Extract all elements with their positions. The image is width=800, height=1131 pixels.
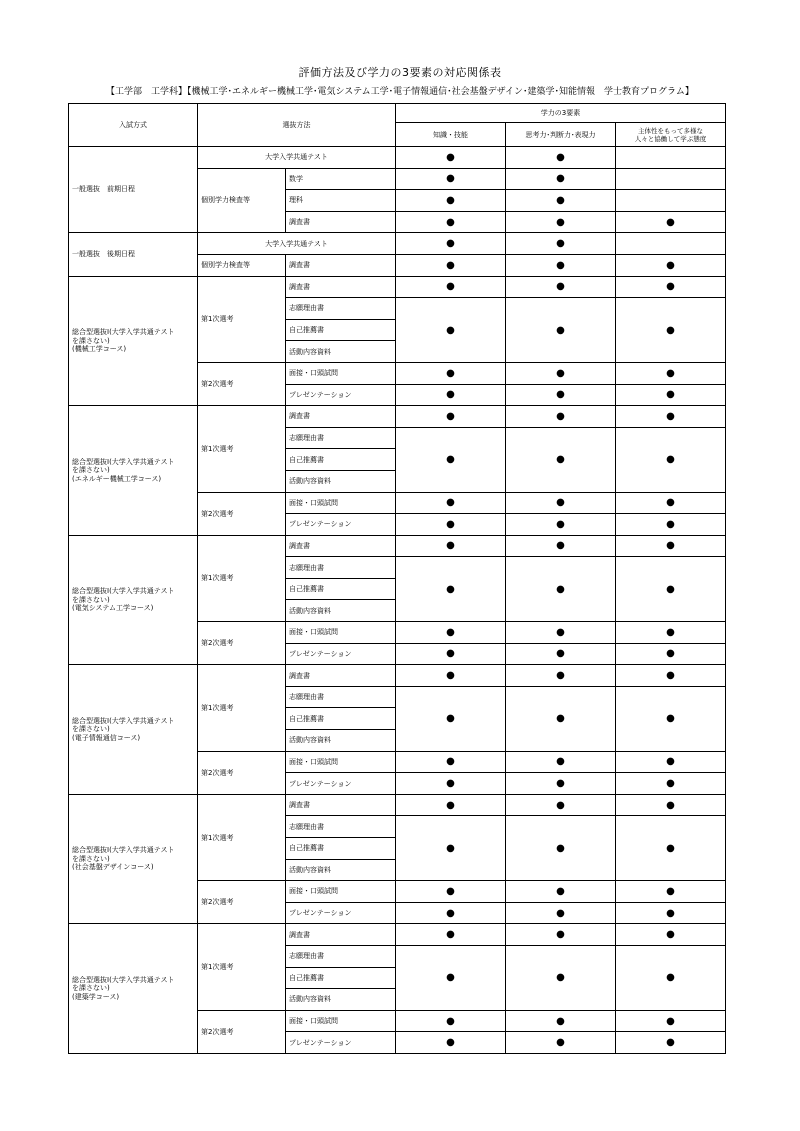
mark-knowledge: ● <box>396 298 506 363</box>
header-attitude-line2: 人々と協働して学ぶ態度 <box>634 134 707 143</box>
mark-attitude: ● <box>616 557 726 622</box>
mark-knowledge: ● <box>396 557 506 622</box>
mark-thinking: ● <box>506 751 616 773</box>
section-general-early: 一般選抜 前期日程 <box>69 147 198 233</box>
mark-attitude: ● <box>616 751 726 773</box>
mark-empty <box>616 190 726 212</box>
header-attitude-line1: 主体性をもって多様な <box>638 126 703 135</box>
mark-attitude: ● <box>616 254 726 276</box>
mark-thinking: ● <box>506 924 616 946</box>
section-name-line2: を課さない) <box>72 854 110 863</box>
mark-knowledge: ● <box>396 773 506 795</box>
mark-thinking: ● <box>506 190 616 212</box>
item-label: プレゼンテーション <box>286 1032 396 1054</box>
table-row <box>69 794 726 816</box>
mark-thinking: ● <box>506 492 616 514</box>
item-label: プレゼンテーション <box>286 384 396 406</box>
mark-knowledge: ● <box>396 924 506 946</box>
item-label: 活動内容資料 <box>286 470 396 492</box>
mark-thinking: ● <box>506 233 616 255</box>
item-label: 活動内容資料 <box>286 989 396 1011</box>
item-label: 調査書 <box>286 211 396 233</box>
page-title: 評価方法及び学力の3要素の対応関係表 <box>298 66 502 79</box>
mark-empty <box>616 168 726 190</box>
mark-thinking: ● <box>506 816 616 881</box>
mark-knowledge: ● <box>396 665 506 687</box>
mark-thinking: ● <box>506 557 616 622</box>
item-label: プレゼンテーション <box>286 514 396 536</box>
stage1-label: 第1次選考 <box>198 535 286 621</box>
mark-thinking: ● <box>506 1032 616 1054</box>
mark-thinking: ● <box>506 298 616 363</box>
item-label: 活動内容資料 <box>286 341 396 363</box>
course-name: (機械工学コース) <box>72 345 127 354</box>
selection-individual: 個別学力検査等 <box>198 254 286 276</box>
item-label: 数学 <box>286 168 396 190</box>
section-comprehensive <box>69 665 198 795</box>
section-comprehensive <box>69 924 198 1054</box>
item-label: 面接・口頭試問 <box>286 492 396 514</box>
mark-attitude: ● <box>616 1032 726 1054</box>
mark-knowledge: ● <box>396 427 506 492</box>
mark-thinking: ● <box>506 686 616 751</box>
mark-knowledge: ● <box>396 1032 506 1054</box>
mark-thinking: ● <box>506 643 616 665</box>
item-label: 理科 <box>286 190 396 212</box>
course-name: (電子情報通信コース) <box>72 733 141 742</box>
header-thinking: 思考力･判断力･表現力 <box>506 123 616 147</box>
mark-attitude: ● <box>616 298 726 363</box>
section-comprehensive <box>69 535 198 665</box>
stage2-label: 第2次選考 <box>198 751 286 794</box>
mark-thinking: ● <box>506 794 616 816</box>
section-name-line2: を課さない) <box>72 466 110 475</box>
header-attitude <box>616 123 726 147</box>
item-label: 志願理由書 <box>286 816 396 838</box>
evaluation-matrix-table <box>68 103 726 1054</box>
item-label: 志願理由書 <box>286 427 396 449</box>
mark-knowledge: ● <box>396 794 506 816</box>
mark-attitude: ● <box>616 406 726 428</box>
mark-knowledge: ● <box>396 233 506 255</box>
mark-attitude: ● <box>616 384 726 406</box>
mark-thinking: ● <box>506 622 616 644</box>
stage1-label: 第1次選考 <box>198 924 286 1010</box>
mark-thinking: ● <box>506 406 616 428</box>
mark-knowledge: ● <box>396 622 506 644</box>
stage1-label: 第1次選考 <box>198 665 286 751</box>
mark-thinking: ● <box>506 902 616 924</box>
item-label: 自己推薦書 <box>286 967 396 989</box>
course-name: (エネルギー機械工学コース) <box>72 474 162 483</box>
mark-knowledge: ● <box>396 514 506 536</box>
table-row <box>69 276 726 298</box>
header-selection-method: 選抜方法 <box>198 104 396 147</box>
mark-attitude: ● <box>616 362 726 384</box>
mark-thinking: ● <box>506 362 616 384</box>
item-label: 志願理由書 <box>286 945 396 967</box>
mark-thinking: ● <box>506 514 616 536</box>
item-label: プレゼンテーション <box>286 773 396 795</box>
mark-attitude: ● <box>616 902 726 924</box>
section-comprehensive <box>69 406 198 536</box>
header-knowledge: 知識・技能 <box>396 123 506 147</box>
stage2-label: 第2次選考 <box>198 492 286 535</box>
table-row <box>69 665 726 687</box>
mark-knowledge: ● <box>396 190 506 212</box>
section-name-line1: 総合型選抜Ⅰ(大学入学共通テスト <box>72 975 175 984</box>
mark-knowledge: ● <box>396 492 506 514</box>
mark-thinking: ● <box>506 384 616 406</box>
mark-attitude: ● <box>616 1010 726 1032</box>
item-label: 自己推薦書 <box>286 838 396 860</box>
item-label: 志願理由書 <box>286 686 396 708</box>
mark-attitude: ● <box>616 686 726 751</box>
item-label: 調査書 <box>286 276 396 298</box>
mark-thinking: ● <box>506 665 616 687</box>
mark-knowledge: ● <box>396 147 506 169</box>
item-label: プレゼンテーション <box>286 643 396 665</box>
mark-attitude: ● <box>616 665 726 687</box>
item-label: 志願理由書 <box>286 298 396 320</box>
mark-thinking: ● <box>506 881 616 903</box>
mark-knowledge: ● <box>396 384 506 406</box>
section-name-line2: を課さない) <box>72 984 110 993</box>
item-label: 自己推薦書 <box>286 708 396 730</box>
mark-attitude: ● <box>616 924 726 946</box>
mark-attitude: ● <box>616 622 726 644</box>
table-row <box>69 233 726 255</box>
item-label: 調査書 <box>286 665 396 687</box>
mark-attitude: ● <box>616 794 726 816</box>
item-label: 調査書 <box>286 406 396 428</box>
mark-thinking: ● <box>506 254 616 276</box>
table-row <box>69 147 726 169</box>
mark-knowledge: ● <box>396 168 506 190</box>
stage2-label: 第2次選考 <box>198 362 286 405</box>
mark-knowledge: ● <box>396 535 506 557</box>
mark-attitude: ● <box>616 773 726 795</box>
mark-attitude: ● <box>616 211 726 233</box>
mark-knowledge: ● <box>396 751 506 773</box>
mark-knowledge: ● <box>396 686 506 751</box>
mark-knowledge: ● <box>396 881 506 903</box>
mark-attitude: ● <box>616 945 726 1010</box>
course-name: (社会基盤デザインコース) <box>72 863 154 872</box>
mark-attitude: ● <box>616 643 726 665</box>
mark-thinking: ● <box>506 945 616 1010</box>
item-label: 自己推薦書 <box>286 319 396 341</box>
mark-empty <box>616 233 726 255</box>
mark-attitude: ● <box>616 535 726 557</box>
section-name-line1: 総合型選抜Ⅰ(大学入学共通テスト <box>72 716 175 725</box>
item-label: プレゼンテーション <box>286 902 396 924</box>
mark-thinking: ● <box>506 276 616 298</box>
page-subtitle: 【工学部 工学科】【機械工学･エネルギー機械工学･電気システム工学･電子情報通信･社会基盤デザイン･建築学･知能情報 学士教育プログラム】 <box>106 87 694 97</box>
item-label: 面接・口頭試問 <box>286 622 396 644</box>
mark-thinking: ● <box>506 211 616 233</box>
mark-thinking: ● <box>506 1010 616 1032</box>
mark-attitude: ● <box>616 881 726 903</box>
mark-knowledge: ● <box>396 902 506 924</box>
mark-knowledge: ● <box>396 945 506 1010</box>
item-label: 調査書 <box>286 924 396 946</box>
section-name-line1: 総合型選抜Ⅰ(大学入学共通テスト <box>72 457 175 466</box>
stage1-label: 第1次選考 <box>198 406 286 492</box>
header-three-elements: 学力の3要素 <box>396 104 726 123</box>
section-name-line1: 総合型選抜Ⅰ(大学入学共通テスト <box>72 587 175 596</box>
table-row <box>69 924 726 946</box>
item-label: 活動内容資料 <box>286 600 396 622</box>
course-name: (電気システム工学コース) <box>72 604 154 613</box>
header-row-1 <box>69 104 726 123</box>
stage2-label: 第2次選考 <box>198 622 286 665</box>
item-label: 面接・口頭試問 <box>286 1010 396 1032</box>
item-label: 自己推薦書 <box>286 578 396 600</box>
stage2-label: 第2次選考 <box>198 1010 286 1053</box>
selection-common-test: 大学入学共通テスト <box>198 233 396 255</box>
mark-attitude: ● <box>616 816 726 881</box>
item-label: 調査書 <box>286 254 396 276</box>
selection-individual: 個別学力検査等 <box>198 168 286 233</box>
mark-attitude: ● <box>616 492 726 514</box>
section-comprehensive <box>69 276 198 406</box>
mark-thinking: ● <box>506 535 616 557</box>
item-label: 調査書 <box>286 794 396 816</box>
table-row <box>69 535 726 557</box>
section-name-line1: 総合型選抜Ⅰ(大学入学共通テスト <box>72 328 175 337</box>
item-label: 活動内容資料 <box>286 859 396 881</box>
section-name-line1: 総合型選抜Ⅰ(大学入学共通テスト <box>72 846 175 855</box>
section-general-late: 一般選抜 後期日程 <box>69 233 198 276</box>
mark-attitude: ● <box>616 276 726 298</box>
selection-common-test: 大学入学共通テスト <box>198 147 396 169</box>
mark-attitude: ● <box>616 514 726 536</box>
stage1-label: 第1次選考 <box>198 794 286 880</box>
table-row <box>69 406 726 428</box>
item-label: 自己推薦書 <box>286 449 396 471</box>
mark-knowledge: ● <box>396 254 506 276</box>
stage1-label: 第1次選考 <box>198 276 286 362</box>
mark-thinking: ● <box>506 168 616 190</box>
mark-knowledge: ● <box>396 276 506 298</box>
item-label: 活動内容資料 <box>286 730 396 752</box>
mark-attitude: ● <box>616 427 726 492</box>
item-label: 面接・口頭試問 <box>286 881 396 903</box>
section-name-line2: を課さない) <box>72 336 110 345</box>
mark-thinking: ● <box>506 427 616 492</box>
section-comprehensive <box>69 794 198 924</box>
item-label: 面接・口頭試問 <box>286 751 396 773</box>
mark-empty <box>616 147 726 169</box>
header-exam-method: 入試方式 <box>69 104 198 147</box>
course-name: (建築学コース) <box>72 992 120 1001</box>
mark-knowledge: ● <box>396 1010 506 1032</box>
mark-knowledge: ● <box>396 643 506 665</box>
mark-knowledge: ● <box>396 406 506 428</box>
item-label: 面接・口頭試問 <box>286 362 396 384</box>
mark-thinking: ● <box>506 773 616 795</box>
mark-thinking: ● <box>506 147 616 169</box>
mark-knowledge: ● <box>396 816 506 881</box>
item-label: 調査書 <box>286 535 396 557</box>
item-label: 志願理由書 <box>286 557 396 579</box>
mark-knowledge: ● <box>396 211 506 233</box>
stage2-label: 第2次選考 <box>198 881 286 924</box>
mark-knowledge: ● <box>396 362 506 384</box>
section-name-line2: を課さない) <box>72 725 110 734</box>
section-name-line2: を課さない) <box>72 595 110 604</box>
